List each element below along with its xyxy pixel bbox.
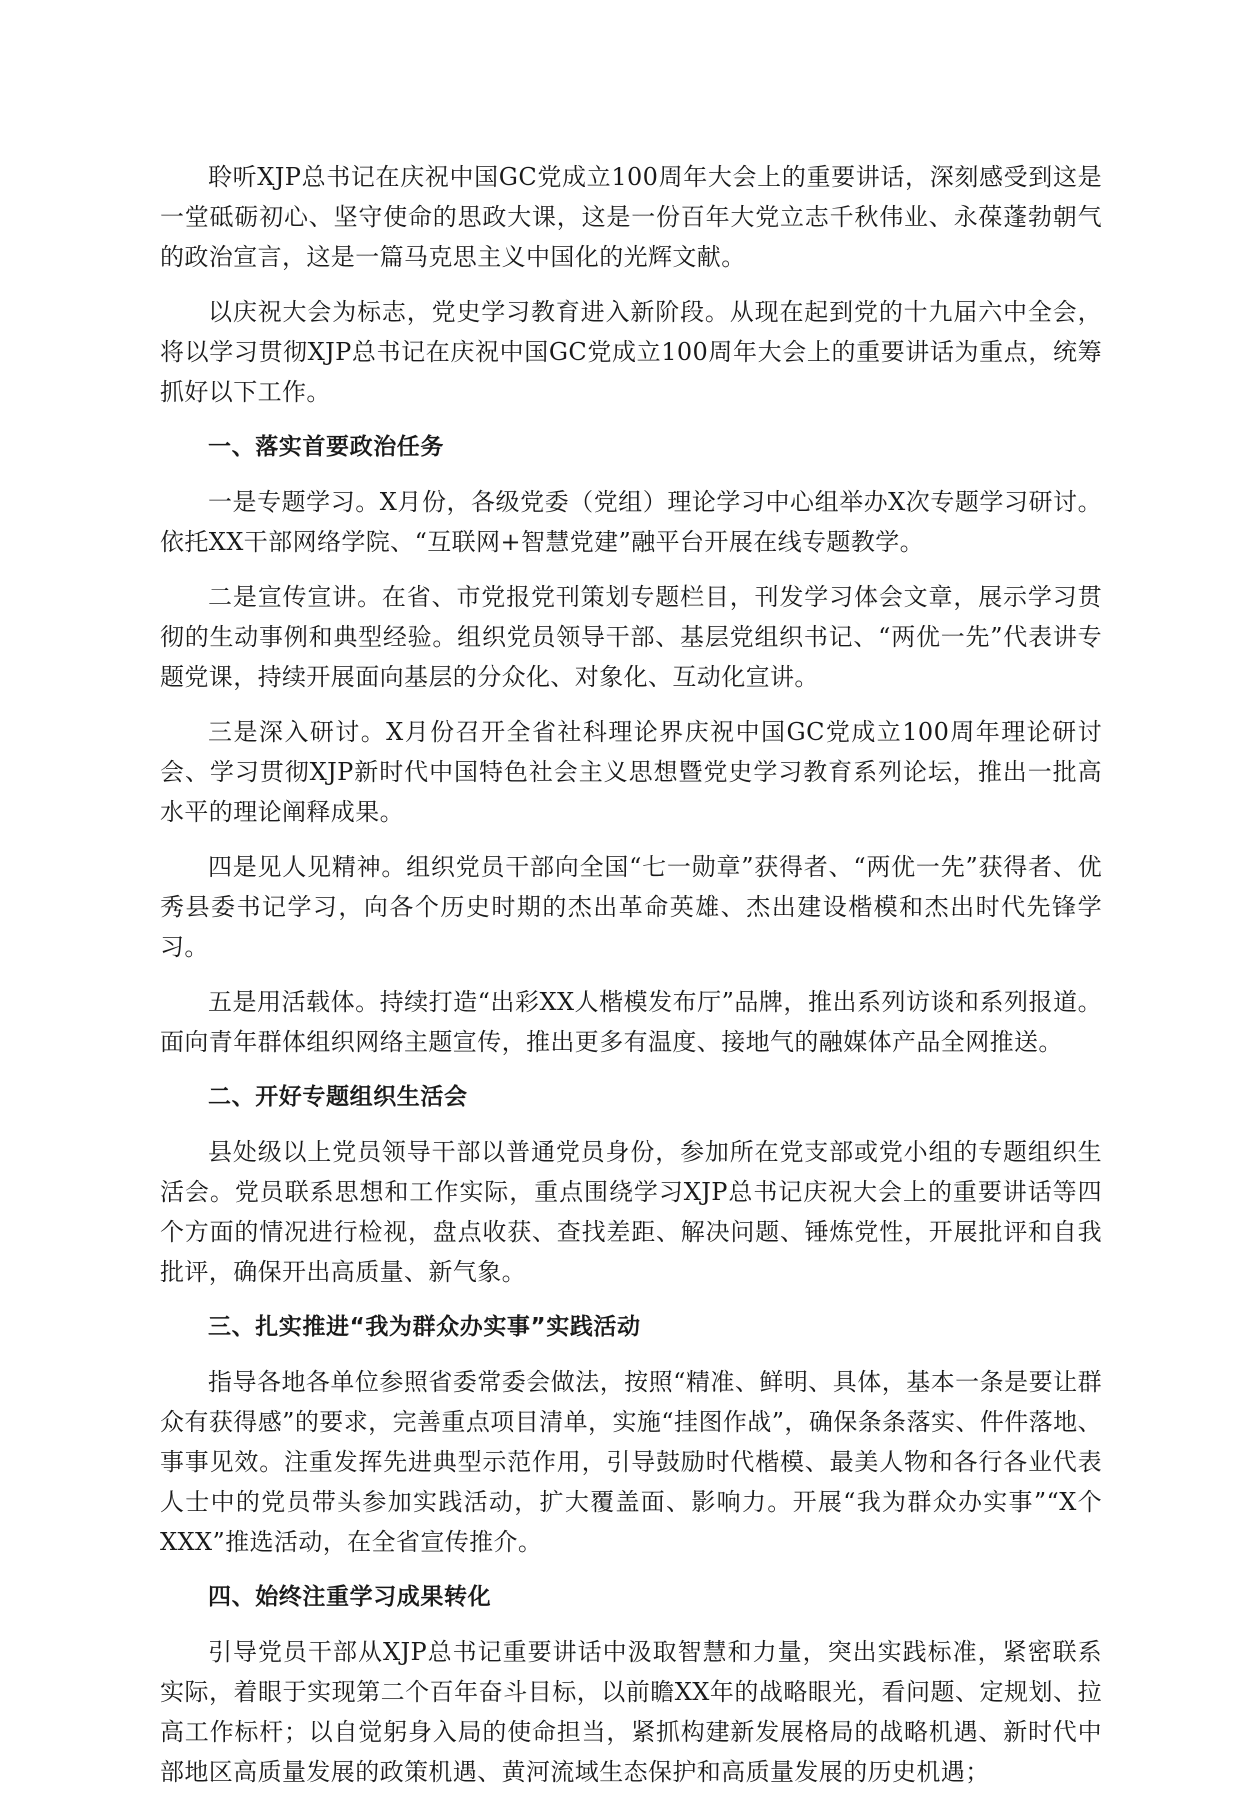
document-page — [160, 157, 1102, 1807]
intro-paragraph-2: 以庆祝大会为标志，党史学习教育进入新阶段。从现在起到党的十九届六中全会，将以学习贯彻XJP总书记在庆祝中国GC党成立100周年大会上的重要讲话为重点，统筹抓好以下工作。 — [160, 298, 1102, 406]
section-4-paragraph-1: 引导党员干部从XJP总书记重要讲话中汲取智慧和力量，突出实践标准，紧密联系实际，着眼于实现第二个百年奋斗目标，以前瞻XX年的战略眼光，看问题、定规划、拉高工作标杆；以自觉躬身入局的使命担当，紧抓构建新发展格局的战略机遇、新时代中部地区高质量发展的政策机遇、黄河流域生态保护和高质量发展的历史机遇； — [160, 1638, 1102, 1786]
section-4-heading: 四、始终注重学习成果转化 — [208, 1584, 492, 1610]
section-3-paragraph-1: 指导各地各单位参照省委常委会做法，按照“精准、鲜明、具体，基本一条是要让群众有获得感”的要求，完善重点项目清单，实施“挂图作战”，确保条条落实、件件落地、事事见效。注重发挥先进典型示范作用，引导鼓励时代楷模、最美人物和各行各业代表人士中的党员带头参加实践活动，扩大覆盖面、影响力。开展“我为群众办实事”“X个XXX”推选活动，在全省宣传推介。 — [160, 1368, 1102, 1556]
section-1-paragraph-5: 五是用活载体。持续打造“出彩XX人楷模发布厅”品牌，推出系列访谈和系列报道。面向青年群体组织网络主题宣传，推出更多有温度、接地气的融媒体产品全网推送。 — [160, 988, 1102, 1056]
section-1-paragraph-1: 一是专题学习。X月份，各级党委（党组）理论学习中心组举办X次专题学习研讨。依托XX干部网络学院、“互联网+智慧党建”融平台开展在线专题教学。 — [160, 488, 1102, 556]
intro-paragraph-1: 聆听XJP总书记在庆祝中国GC党成立100周年大会上的重要讲话，深刻感受到这是一堂砥砺初心、坚守使命的思政大课，这是一份百年大党立志千秋伟业、永葆蓬勃朝气的政治宣言，这是一篇马克思主义中国化的光辉文献。 — [160, 163, 1102, 271]
section-1-heading: 一、落实首要政治任务 — [208, 434, 444, 460]
section-2-heading: 二、开好专题组织生活会 — [208, 1084, 468, 1110]
section-1-paragraph-2: 二是宣传宣讲。在省、市党报党刊策划专题栏目，刊发学习体会文章，展示学习贯彻的生动事例和典型经验。组织党员领导干部、基层党组织书记、“两优一先”代表讲专题党课，持续开展面向基层的分众化、对象化、互动化宣讲。 — [160, 583, 1102, 691]
section-1-paragraph-4: 四是见人见精神。组织党员干部向全国“七一勋章”获得者、“两优一先”获得者、优秀县委书记学习，向各个历史时期的杰出革命英雄、杰出建设楷模和杰出时代先锋学习。 — [160, 853, 1102, 961]
section-2-paragraph-1: 县处级以上党员领导干部以普通党员身份，参加所在党支部或党小组的专题组织生活会。党员联系思想和工作实际，重点围绕学习XJP总书记庆祝大会上的重要讲话等四个方面的情况进行检视，盘点收获、查找差距、解决问题、锤炼党性，开展批评和自我批评，确保开出高质量、新气象。 — [160, 1138, 1102, 1286]
section-1-paragraph-3: 三是深入研讨。X月份召开全省社科理论界庆祝中国GC党成立100周年理论研讨会、学习贯彻XJP新时代中国特色社会主义思想暨党史学习教育系列论坛，推出一批高水平的理论阐释成果。 — [160, 718, 1102, 826]
section-3-heading: 三、扎实推进“我为群众办实事”实践活动 — [208, 1314, 641, 1340]
